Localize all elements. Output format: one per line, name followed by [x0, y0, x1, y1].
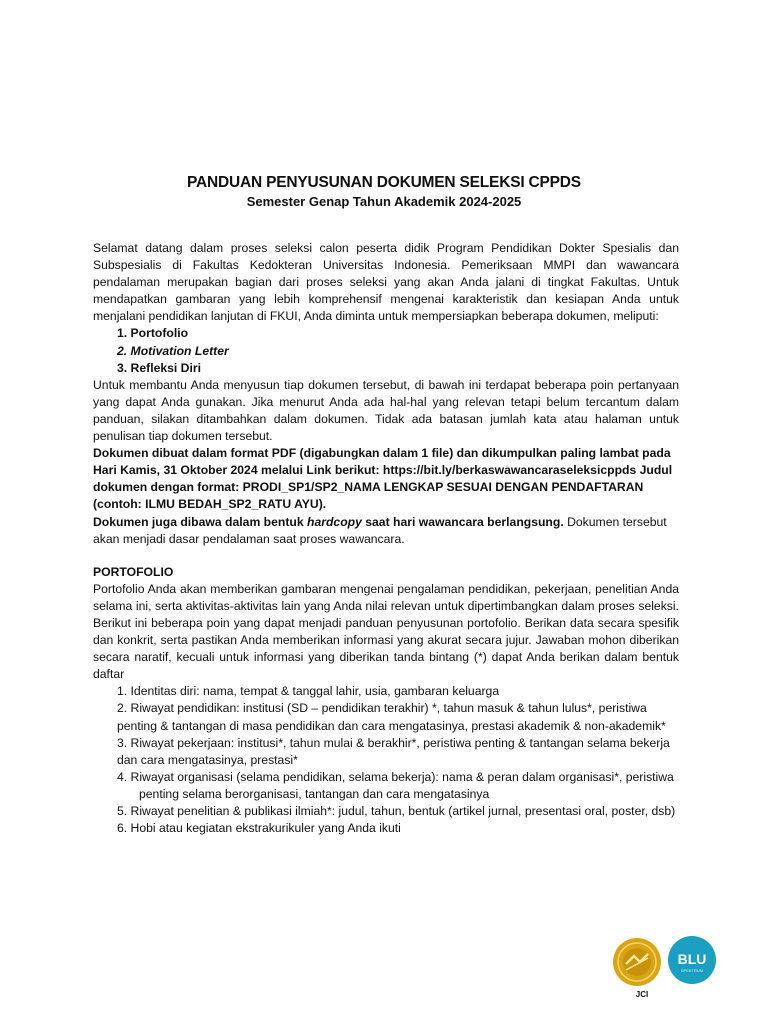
footer-logos — [612, 934, 722, 1004]
portofolio-item: 6. Hobi atau kegiatan ekstrakurikuler yang Anda ikuti — [117, 821, 401, 836]
hardcopy-normal-text: Dokumen tersebut akan menjadi dasar pendalaman saat proses wawancara. — [93, 514, 667, 546]
format-paragraph: Dokumen dibuat dalam format PDF (digabungkan dalam 1 file) dan dikumpulkan paling lambat pada Hari Kamis, 31 Oktober 2024 melalui Link berikut: https://bit.ly/berkaswawancaraseleksicppds Judul dokumen dengan format: PRODI_SP1/SP2_NAMA LENGKAP SESUAI DENGAN PENDAFTARAN (contoh: ILMU BEDAH_SP2_RATU AYU). — [93, 446, 673, 512]
portofolio-heading: PORTOFOLIO — [93, 564, 174, 579]
blu-logo-text: BLU — [677, 951, 707, 967]
hardcopy-paragraph — [93, 514, 679, 548]
document-list — [93, 325, 679, 376]
document-title: PANDUAN PENYUSUNAN DOKUMEN SELEKSI CPPDS — [187, 174, 581, 191]
intro-paragraph: Selamat datang dalam proses seleksi calon peserta didik Program Pendidikan Dokter Spesialis dan Subspesialis di Fakultas Kedokteran Universitas Indonesia. Pemeriksaan MMPI dan wawancara pendalaman merupakan bagian dari proses seleksi yang akan Anda jalani di tingkat Fakultas. Untuk mendapatkan gambaran yang lebih komprehensif mengenai karakteristik dan kesiapan Anda untuk menjalani pendidikan lanjutan di FKUI, Anda diminta untuk mempersiapkan beberapa dokumen, meliputi: — [93, 241, 679, 324]
portofolio-item: 4. Riwayat organisasi (selama pendidikan, selama bekerja): nama & peran dalam organisasi*, peristiwa — [117, 769, 674, 784]
hardcopy-italic-text: hardcopy — [307, 514, 362, 529]
help-paragraph: Untuk membantu Anda menyusun tiap dokumen tersebut, di bawah ini terdapat beberapa poin pertanyaan yang dapat Anda gunakan. Jika menurut Anda ada hal-hal yang relevan tetapi belum tercantum dalam panduan, silakan ditambahkan dalam dokumen. Tidak ada batasan jumlah kata atau halaman untuk penulisan tiap dokumen tersebut. — [93, 377, 679, 444]
blu-logo-subtext: SPEKTRUM — [680, 968, 704, 973]
blu-logo-icon — [668, 936, 716, 984]
document-list-item: 2. Motivation Letter — [117, 343, 229, 358]
portofolio-item: 1. Identitas diri: nama, tempat & tanggal lahir, usia, gambaran keluarga — [117, 684, 500, 699]
document-subtitle: Semester Genap Tahun Akademik 2024-2025 — [246, 194, 522, 209]
document-body — [93, 240, 679, 837]
hardcopy-bold-text: saat hari wawancara berlangsung. — [361, 514, 564, 529]
hardcopy-bold-text: Dokumen juga dibawa dalam bentuk — [93, 514, 307, 529]
portofolio-item: 5. Riwayat penelitian & publikasi ilmiah*: judul, tahun, bentuk (artikel jurnal, presentasi oral, poster, dsb) — [117, 804, 676, 818]
jci-label: JCI — [635, 990, 649, 999]
portofolio-item-continuation: penting selama berorganisasi, tantangan dan cara mengatasinya — [139, 786, 490, 801]
document-list-item: 1. Portofolio — [117, 326, 189, 341]
portofolio-paragraph: Portofolio Anda akan memberikan gambaran mengenai pengalaman pendidikan, pekerjaan, penelitian Anda selama ini, serta aktivitas-aktivitas lain yang Anda nilai relevan untuk dipertimbangkan dalam proses seleksi. Berikut ini beberapa poin yang dapat menjadi panduan penyusunan portofolio. Berikan data secara spesifik dan konkrit, serta pastikan Anda memberikan informasi yang akurat secara jujur. Jawaban mohon diberikan secara naratif, kecuali untuk informasi yang diberikan tanda bintang (*) dapat Anda berikan dalam bentuk daftar — [93, 581, 679, 682]
document-list-item: 3. Refleksi Diri — [117, 360, 201, 375]
portofolio-list — [93, 683, 679, 837]
jci-seal-icon — [613, 938, 661, 986]
portofolio-item: 2. Riwayat pendidikan: institusi (SD – pendidikan terakhir) *, tahun masuk & tahun lulus*, peristiwa penting & tantangan di masa pendidikan dan cara mengatasinya, prestasi akademik & non-akademik* 3. Riwayat pekerjaan: institusi*, tahun mulai & berakhir*, peristiwa penting & tantangan selama bekerja dan cara mengatasinya, prestasi* — [117, 701, 670, 767]
